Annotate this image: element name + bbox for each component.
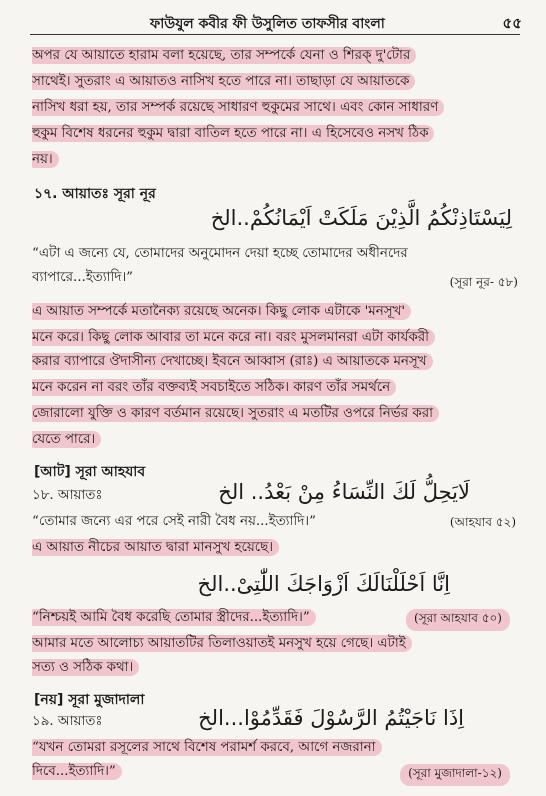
page-header [0,12,546,32]
highlighted-text: আমার মতে আলোচ্য আয়াতটির তিলাওয়াতই মনসুখ হয়ে গেছে। এটাই [32,635,412,652]
highlighted-text: নাসিখ ধরা হয়, তার সম্পর্ক রয়েছে সাধারণ হুকুমের সাথে। এবং কোন সাধারণ [32,99,444,116]
highlighted-text: এ আয়াত সম্পর্কে মতানৈক্য রয়েছে অনেক। কিছু লোক এটাকে 'মনসূখ' [32,303,411,320]
ayat-17-translation-line: “এটা এ জন্যে যে, তোমাদের অনুমোদন দেয়া হচ্ছে তোমাদের অধীনদের [32,246,408,261]
ayat-19-translation-line [32,762,232,782]
highlighted-text: যেতে পারে। [32,431,101,448]
section-8-heading: [আট] সূরা আহযাব [34,464,146,480]
header-rule [30,34,520,35]
ayat-18-reference: (আহযাব ৫২) [449,515,516,529]
paragraph-2-line [32,328,518,348]
paragraph-2-line [32,378,518,398]
paragraph-1-line [32,124,518,144]
ayat-50-reference: (সূরা আহযাব ৫০) [406,609,510,631]
opinion-line [32,658,518,678]
mansukh-note [32,538,518,558]
ayat-18-translation: “তোমার জন্যে এর পরে সেই নারী বৈধ নয়...ইত্যাদি।” [32,514,316,529]
highlighted-text: সাথেই। সুতরাং এ আয়াতও নাসিখ হতে পারে না। তাছাড়া যে আয়াতকে [32,73,415,90]
highlighted-text: “নিশ্চয়ই আমি বৈধ করেছি তোমার স্ত্রীদের...ইত্যাদি।” [32,609,316,626]
paragraph-2-line [32,430,518,450]
paragraph-1-line [32,72,518,92]
ayat-19-label: ১৯. আয়াতঃ [32,714,103,729]
ayat-17-heading: ১৭. আয়াতঃ সূরা নূর [34,186,156,202]
ayat-19-arabic: اِذَا نَاجَيْتُمُ الرَّسُوْلَ فَقَدِّمُوْا...الخ [198,706,464,730]
paragraph-1-line [32,46,518,66]
ayat-17-translation-line: ব্যাপারে...ইত্যাদি।” [32,270,133,285]
paragraph-2-line [32,302,518,322]
highlighted-text: মনে করেন না বরং তাঁর বক্তব্যই সবচাইতে সঠিক। কারণ তাঁর সমর্থনে [32,379,396,396]
ayat-19-translation-line [32,738,518,758]
paragraph-1-line [32,98,518,118]
highlighted-text: অপর যে আয়াতে হারাম বলা হয়েছে, তার সম্পর্কে যেনা ও শিরক্ দু'টোর [32,47,416,64]
opinion-line [32,634,518,654]
highlighted-text: সত্য ও সঠিক কথা। [32,659,139,676]
highlighted-text: নয়। [32,151,59,168]
highlighted-text: জোরালো যুক্তি ও কারণ বর্তমান রয়েছে। সুতরাং এ মতটির ওপরে নির্ভর করা [32,405,439,422]
page-number: ৫৫ [502,14,522,32]
book-title: ফাউযুল কবীর ফী উসুলিত তাফসীর বাংলা [150,16,385,32]
paragraph-1-line [32,150,518,170]
highlighted-text: করার ব্যাপারে ঔদাসীন্য দেখাচ্ছে। ইবনে আব্বাস (রাঃ) এ আয়াতকে মনসূখ [32,353,433,370]
ayat-19-reference: (সূরা মুজাদালা-১২) [400,764,510,786]
section-9-heading: [নয়] সূরা মুজাদালা [34,692,145,708]
paragraph-2-line [32,352,518,372]
ayat-17-reference: (সূরা নূর- ৫৮) [449,275,518,289]
ayat-17-arabic: لِيَسْتَاذِنْكُمُ الَّذِيْنَ مَلَكَتْ اَيْمَانُكُمْ..الخ [210,206,512,230]
ayat-18-label: ১৮. আয়াতঃ [32,488,103,503]
highlighted-text: এ আয়াত নীচের আয়াত দ্বারা মানসুখ হয়েছে। [32,539,279,556]
ayat-18-arabic: لَايَحِلُّ لَكَ النِّسَاءُ مِنْ بَعْدُ.. الخ [218,480,470,504]
highlighted-text: দিবে...ইত্যাদি।” [32,763,122,780]
highlighted-text: “যখন তোমরা রসূলের সাথে বিশেষ পরামর্শ করবে, আগে নজরানা [32,739,382,756]
highlighted-text: মনে করে। কিছু লোক আবার তা মনে করে না। বরং মুসলমানরা এটা কার্যকরী [32,329,435,346]
ayat-50-arabic: اِنَّا اَحْلَلْنَالَكَ اَزْوَاجَكَ اللّٰتِىْ..الخ [197,572,450,596]
highlighted-text: হুকুম বিশেষ ধরনের হুকুম দ্বারা বাতিল হতে পারে না। এ হিসেবেও নসখ ঠিক [32,125,434,142]
ayat-50-translation [32,608,362,628]
paragraph-2-line [32,404,518,424]
